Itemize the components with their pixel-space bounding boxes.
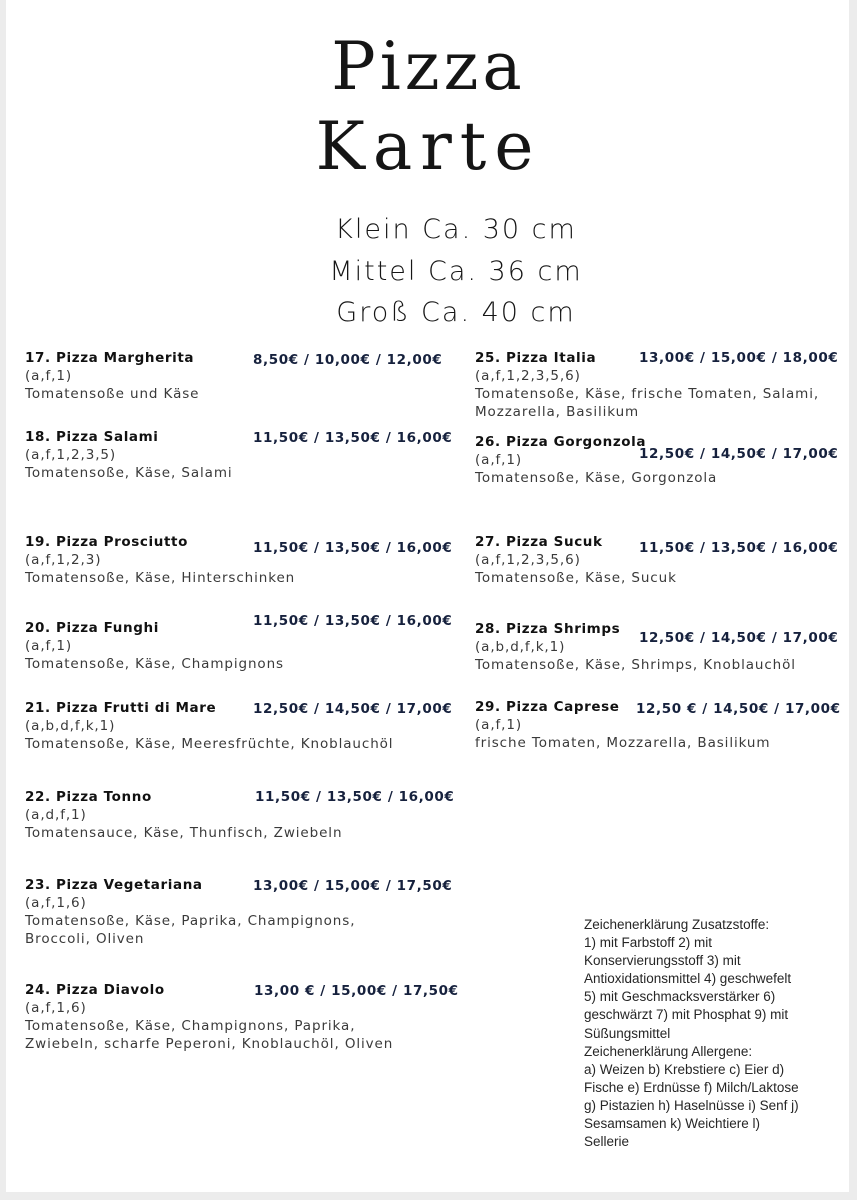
item-description: Tomatensoße, Käse, Salami (25, 465, 233, 481)
menu-item (25, 428, 233, 482)
item-price: 11,50€ / 13,50€ / 16,00€ (253, 540, 453, 556)
item-allergens: (a,f,1,2,3,5,6) (475, 368, 581, 384)
item-description: Tomatensoße, Käse, Paprika, Champignons, (25, 913, 356, 929)
item-name: 22. Pizza Tonno (25, 789, 152, 805)
legend-line: g) Pistazien h) Haselnüsse i) Senf j) (584, 1097, 799, 1113)
item-name: 29. Pizza Caprese (475, 699, 620, 715)
item-description: frische Tomaten, Mozzarella, Basilikum (475, 735, 771, 751)
item-description: Tomatensoße, Käse, Hinterschinken (25, 570, 296, 586)
menu-title-line1: Pizza (331, 28, 526, 105)
item-description: Tomatensauce, Käse, Thunfisch, Zwiebeln (25, 825, 343, 841)
item-name: 27. Pizza Sucuk (475, 534, 603, 550)
item-description: Tomatensoße, Käse, Sucuk (475, 570, 677, 586)
menu-title-line2: Karte (315, 108, 542, 185)
item-name: 24. Pizza Diavolo (25, 982, 165, 998)
legend-line: Sellerie (584, 1134, 630, 1150)
legend-line: Fische e) Erdnüsse f) Milch/Laktose (584, 1079, 799, 1095)
item-allergens: (a,f,1,6) (25, 1000, 87, 1016)
item-description: Tomatensoße, Käse, Champignons, Paprika, (25, 1018, 356, 1034)
item-name: 21. Pizza Frutti di Mare (25, 700, 217, 716)
item-description: Tomatensoße, Käse, Gorgonzola (475, 470, 718, 486)
legend-line: geschwärzt 7) mit Phosphat 9) mit (584, 1007, 789, 1023)
item-description-line2: Zwiebeln, scharfe Peperoni, Knoblauchöl, Oliven (25, 1036, 394, 1052)
item-allergens: (a,f,1) (25, 368, 73, 384)
legend-line: 1) mit Farbstoff 2) mit (584, 935, 713, 951)
legend-line: Sesamsamen k) Weichtiere l) (584, 1116, 761, 1132)
item-price: 12,50 € / 14,50€ / 17,00€ (636, 701, 841, 717)
legend-line: a) Weizen b) Krebstiere c) Eier d) (584, 1061, 785, 1077)
menu-item (25, 619, 284, 673)
item-price: 13,00€ / 15,00€ / 18,00€ (639, 350, 839, 366)
item-description-line2: Mozzarella, Basilikum (475, 404, 640, 420)
item-allergens: (a,b,d,f,k,1) (25, 718, 116, 734)
item-price: 12,50€ / 14,50€ / 17,00€ (639, 446, 839, 462)
item-name: 26. Pizza Gorgonzola (475, 434, 647, 450)
item-allergens: (a,f,1,2,3,5,6) (475, 552, 581, 568)
size-medium: Mittel Ca. 36 cm (329, 256, 583, 287)
item-description: Tomatensoße und Käse (25, 386, 200, 402)
item-price: 12,50€ / 14,50€ / 17,00€ (253, 701, 453, 717)
size-large: Groß Ca. 40 cm (336, 297, 576, 328)
legend-line: Antioxidationsmittel 4) geschwefelt (584, 971, 792, 987)
item-price: 11,50€ / 13,50€ / 16,00€ (639, 540, 839, 556)
item-allergens: (a,b,d,f,k,1) (475, 639, 566, 655)
item-price: 11,50€ / 13,50€ / 16,00€ (253, 613, 453, 629)
item-description: Tomatensoße, Käse, Meeresfrüchte, Knoblauchöl (25, 736, 394, 752)
additives-allergens-legend (584, 916, 834, 1151)
item-price: 11,50€ / 13,50€ / 16,00€ (255, 789, 455, 805)
item-name: 17. Pizza Margherita (25, 350, 195, 366)
item-name: 28. Pizza Shrimps (475, 621, 621, 637)
legend-line: Konservierungsstoff 3) mit (584, 953, 741, 969)
item-allergens: (a,f,1) (475, 452, 523, 468)
item-allergens: (a,f,1,2,3) (25, 552, 102, 568)
item-price: 12,50€ / 14,50€ / 17,00€ (639, 630, 839, 646)
legend-line: Zeichenerklärung Zusatzstoffe: (584, 917, 770, 932)
item-allergens: (a,f,1) (475, 717, 523, 733)
item-name: 20. Pizza Funghi (25, 620, 159, 636)
legend-line: Zeichenerklärung Allergene: (584, 1043, 753, 1059)
item-description: Tomatensoße, Käse, frische Tomaten, Salami, (475, 386, 820, 402)
menu-item (25, 349, 199, 403)
item-allergens: (a,d,f,1) (25, 807, 87, 823)
item-allergens: (a,f,1,2,3,5) (25, 447, 117, 463)
item-allergens: (a,f,1,6) (25, 895, 87, 911)
item-allergens: (a,f,1) (25, 638, 73, 654)
size-small: Klein Ca. 30 cm (335, 214, 577, 245)
item-price: 8,50€ / 10,00€ / 12,00€ (253, 352, 443, 368)
item-name: 18. Pizza Salami (25, 429, 159, 445)
legend-line: Süßungsmittel (584, 1025, 671, 1041)
item-name: 25. Pizza Italia (475, 350, 597, 366)
item-name: 23. Pizza Vegetariana (25, 877, 203, 893)
item-description: Tomatensoße, Käse, Champignons (25, 656, 284, 672)
item-price: 13,00 € / 15,00€ / 17,50€ (254, 983, 459, 999)
item-price: 13,00€ / 15,00€ / 17,50€ (253, 878, 453, 894)
item-description: Tomatensoße, Käse, Shrimps, Knoblauchöl (475, 657, 796, 673)
item-description-line2: Broccoli, Oliven (25, 931, 145, 947)
legend-line: 5) mit Geschmacksverstärker 6) (584, 989, 776, 1005)
item-name: 19. Pizza Prosciutto (25, 534, 188, 550)
item-price: 11,50€ / 13,50€ / 16,00€ (253, 430, 453, 446)
